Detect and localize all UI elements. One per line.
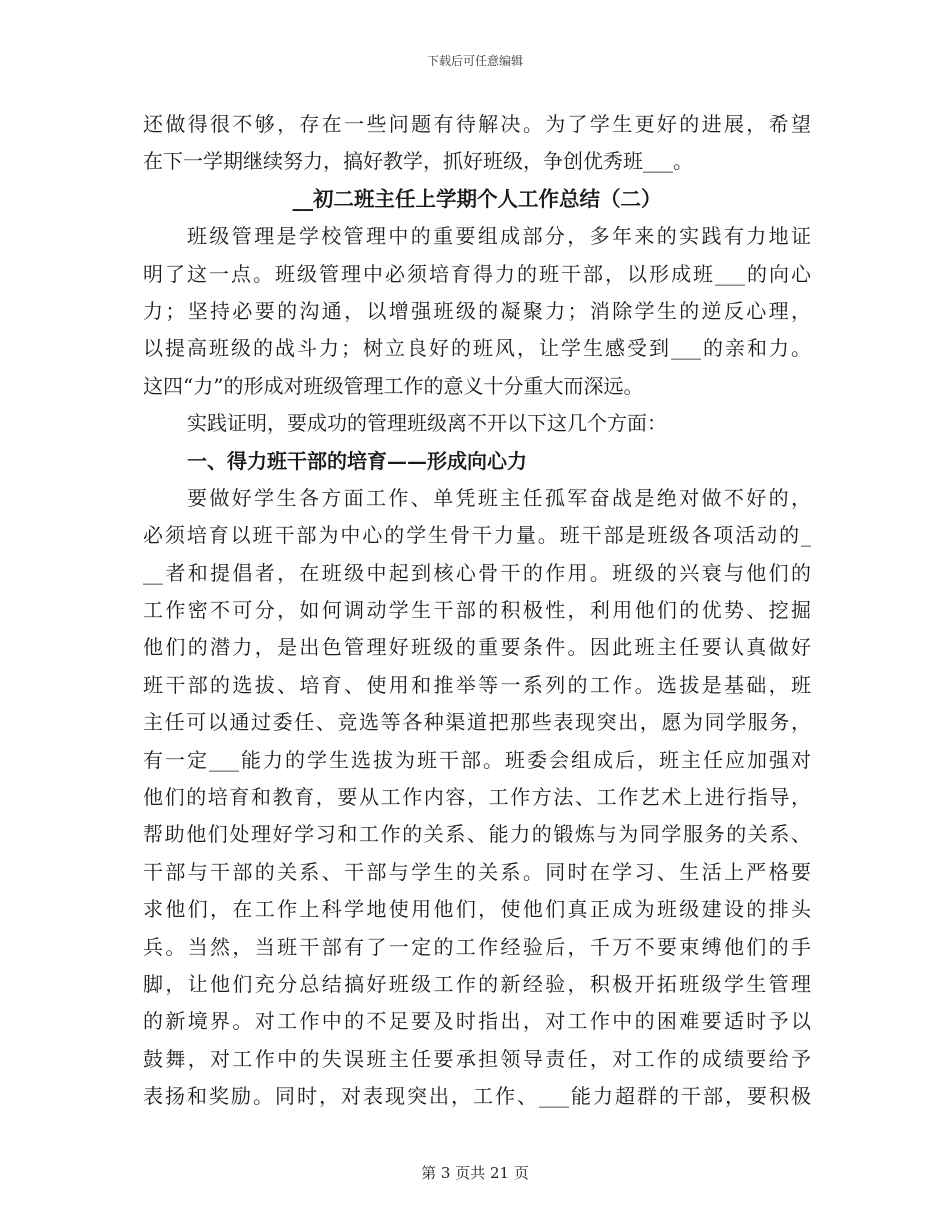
page-header: 下载后可任意编辑 [426, 54, 523, 68]
text-line: 要做好学生各方面工作、单凭班主任孤军奋战是绝对做不好的， [187, 485, 811, 510]
text-line: 干部与干部的关系、干部与学生的关系。同时在学习、生活上严格要 [143, 859, 811, 884]
text-line: __者和提倡者，在班级中起到核心骨干的作用。班级的兴衰与他们的 [143, 560, 811, 585]
subsection-heading: 一、得力班干部的培育——形成向心力 [187, 448, 527, 473]
text-line: 还做得很不够，存在一些问题有待解决。为了学生更好的进展，希望 [143, 112, 811, 136]
text-line: 的新境界。对工作中的不足要及时指出，对工作中的困难要适时予以 [143, 1009, 811, 1034]
text-line: 工作密不可分，如何调动学生干部的积极性，利用他们的优势、挖掘 [143, 598, 811, 623]
text-line: 以提高班级的战斗力；树立良好的班风，让学生感受到___的亲和力。 [143, 336, 811, 361]
text-line: 求他们，在工作上科学地使用他们，使他们真正成为班级建设的排头 [143, 897, 811, 922]
text-line: 班干部的选拔、培育、使用和推举等一系列的工作。选拔是基础，班 [143, 672, 811, 697]
text-line: 班级管理是学校管理中的重要组成部分，多年来的实践有力地证 [187, 224, 811, 249]
section-title: __初二班主任上学期个人工作总结（二） [292, 186, 662, 211]
document-body [143, 106, 811, 1116]
text-line: 这四“力”的形成对班级管理工作的意义十分重大而深远。 [143, 373, 644, 398]
text-line: 力；坚持必要的沟通，以增强班级的凝聚力；消除学生的逆反心理， [143, 298, 811, 323]
text-line: 主任可以通过委任、竞选等各种渠道把那些表现突出，愿为同学服务， [143, 710, 811, 735]
text-line: 在下一学期继续努力，搞好教学，抓好班级，争创优秀班___。 [143, 149, 693, 174]
text-line: 明了这一点。班级管理中必须培育得力的班干部，以形成班___的向心 [143, 261, 811, 286]
text-line: 帮助他们处理好学习和工作的关系、能力的锻炼与为同学服务的关系、 [143, 822, 811, 847]
text-line: 有一定___能力的学生选拔为班干部。班委会组成后，班主任应加强对 [143, 747, 811, 772]
text-line: 实践证明，要成功的管理班级离不开以下这几个方面： [187, 411, 667, 436]
page-footer: 第 3 页共 21 页 [421, 1164, 529, 1182]
text-line: 兵。当然，当班干部有了一定的工作经验后，千万不要束缚他们的手 [143, 934, 811, 959]
text-line: 他们的潜力，是出色管理好班级的重要条件。因此班主任要认真做好 [143, 635, 811, 660]
text-line: 他们的培育和教育，要从工作内容，工作方法、工作艺术上进行指导， [143, 785, 811, 810]
text-line: 脚，让他们充分总结搞好班级工作的新经验，积极开拓班级学生管理 [143, 971, 811, 996]
text-line: 必须培育以班干部为中心的学生骨干力量。班干部是班级各项活动的_ [143, 523, 811, 548]
text-line: 表扬和奖励。同时，对表现突出，工作、___能力超群的干部，要积极 [143, 1084, 811, 1109]
text-line: 鼓舞，对工作中的失误班主任要承担领导责任，对工作的成绩要给予 [143, 1046, 811, 1071]
